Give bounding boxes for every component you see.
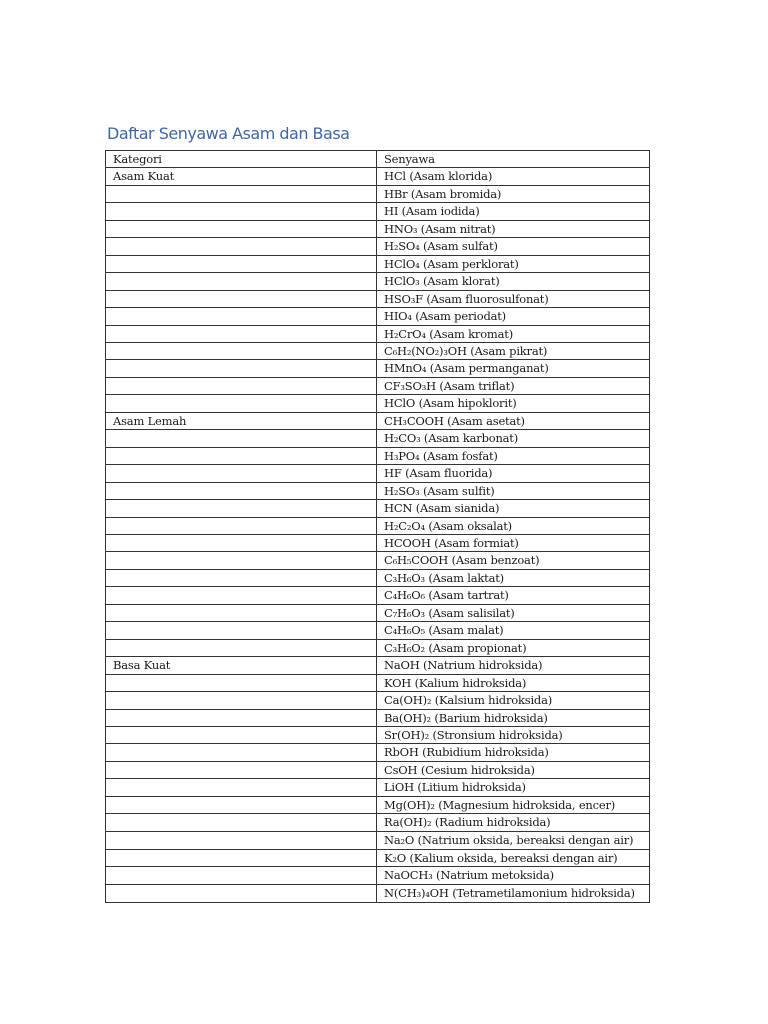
compound-cell: HClO₄ (Asam perklorat) xyxy=(377,255,650,272)
category-cell xyxy=(106,238,377,255)
compound-cell: Mg(OH)₂ (Magnesium hidroksida, encer) xyxy=(377,796,650,813)
category-cell xyxy=(106,255,377,272)
table-row xyxy=(106,779,650,796)
header-senyawa: Senyawa xyxy=(377,151,650,168)
table-row xyxy=(106,185,650,202)
category-cell xyxy=(106,342,377,359)
category-cell xyxy=(106,517,377,534)
category-cell xyxy=(106,604,377,621)
table-body xyxy=(106,168,650,902)
compound-cell: LiOH (Litium hidroksida) xyxy=(377,779,650,796)
compound-cell: HCOOH (Asam formiat) xyxy=(377,534,650,551)
category-cell xyxy=(106,325,377,342)
table-row xyxy=(106,465,650,482)
table-row xyxy=(106,255,650,272)
category-cell xyxy=(106,220,377,237)
table-row xyxy=(106,831,650,849)
category-cell xyxy=(106,430,377,447)
compound-cell: H₂CO₃ (Asam karbonat) xyxy=(377,430,650,447)
table-row xyxy=(106,744,650,761)
category-cell xyxy=(106,849,377,866)
compound-cell: HMnO₄ (Asam permanganat) xyxy=(377,360,650,377)
category-cell: Asam Lemah xyxy=(106,412,377,429)
table-row xyxy=(106,709,650,726)
compound-cell: NaOCH₃ (Natrium metoksida) xyxy=(377,867,650,884)
category-cell xyxy=(106,831,377,849)
category-cell xyxy=(106,796,377,813)
category-cell xyxy=(106,674,377,691)
category-cell xyxy=(106,814,377,831)
compound-cell: CsOH (Cesium hidroksida) xyxy=(377,761,650,778)
table-row xyxy=(106,726,650,743)
category-cell xyxy=(106,465,377,482)
compound-cell: H₂CrO₄ (Asam kromat) xyxy=(377,325,650,342)
table-row xyxy=(106,884,650,902)
category-cell xyxy=(106,360,377,377)
category-cell xyxy=(106,552,377,569)
table-row xyxy=(106,692,650,709)
category-cell xyxy=(106,203,377,220)
compound-cell: RbOH (Rubidium hidroksida) xyxy=(377,744,650,761)
table-row xyxy=(106,203,650,220)
compound-cell: H₃PO₄ (Asam fosfat) xyxy=(377,447,650,464)
compound-cell: C₃H₆O₃ (Asam laktat) xyxy=(377,569,650,586)
category-cell xyxy=(106,482,377,499)
compound-table xyxy=(105,150,650,903)
category-cell: Basa Kuat xyxy=(106,657,377,674)
compound-cell: HNO₃ (Asam nitrat) xyxy=(377,220,650,237)
table-row xyxy=(106,657,650,674)
compound-cell: HIO₄ (Asam periodat) xyxy=(377,308,650,325)
compound-cell: NaOH (Natrium hidroksida) xyxy=(377,657,650,674)
category-cell xyxy=(106,534,377,551)
compound-cell: Na₂O (Natrium oksida, bereaksi dengan air) xyxy=(377,831,650,849)
table-row xyxy=(106,849,650,866)
table-row xyxy=(106,168,650,185)
compound-cell: HSO₃F (Asam fluorosulfonat) xyxy=(377,290,650,307)
category-cell xyxy=(106,569,377,586)
compound-cell: C₇H₆O₃ (Asam salisilat) xyxy=(377,604,650,621)
compound-cell: HBr (Asam bromida) xyxy=(377,185,650,202)
table-row xyxy=(106,639,650,656)
table-row xyxy=(106,325,650,342)
compound-cell: H₂SO₄ (Asam sulfat) xyxy=(377,238,650,255)
category-cell: Asam Kuat xyxy=(106,168,377,185)
category-cell xyxy=(106,639,377,656)
table-row xyxy=(106,395,650,412)
table-row xyxy=(106,342,650,359)
compound-cell: Ba(OH)₂ (Barium hidroksida) xyxy=(377,709,650,726)
compound-cell: KOH (Kalium hidroksida) xyxy=(377,674,650,691)
table-row xyxy=(106,552,650,569)
compound-cell: CF₃SO₃H (Asam triflat) xyxy=(377,377,650,394)
category-cell xyxy=(106,395,377,412)
category-cell xyxy=(106,709,377,726)
category-cell xyxy=(106,290,377,307)
table-row xyxy=(106,412,650,429)
category-cell xyxy=(106,884,377,902)
table-row xyxy=(106,273,650,290)
table-row xyxy=(106,447,650,464)
category-cell xyxy=(106,779,377,796)
compound-cell: C₄H₆O₆ (Asam tartrat) xyxy=(377,587,650,604)
category-cell xyxy=(106,692,377,709)
category-cell xyxy=(106,867,377,884)
category-cell xyxy=(106,377,377,394)
compound-cell: HI (Asam iodida) xyxy=(377,203,650,220)
compound-cell: H₂C₂O₄ (Asam oksalat) xyxy=(377,517,650,534)
category-cell xyxy=(106,726,377,743)
category-cell xyxy=(106,587,377,604)
compound-cell: C₆H₂(NO₂)₃OH (Asam pikrat) xyxy=(377,342,650,359)
compound-cell: CH₃COOH (Asam asetat) xyxy=(377,412,650,429)
table-row xyxy=(106,430,650,447)
document-title: Daftar Senyawa Asam dan Basa xyxy=(107,124,350,143)
category-cell xyxy=(106,761,377,778)
compound-cell: C₆H₅COOH (Asam benzoat) xyxy=(377,552,650,569)
table-row xyxy=(106,377,650,394)
table-row xyxy=(106,360,650,377)
compound-cell: N(CH₃)₄OH (Tetrametilamonium hidroksida) xyxy=(377,884,650,902)
header-kategori: Kategori xyxy=(106,151,377,168)
category-cell xyxy=(106,447,377,464)
table-row xyxy=(106,534,650,551)
compound-cell: C₄H₆O₅ (Asam malat) xyxy=(377,622,650,639)
category-cell xyxy=(106,622,377,639)
category-cell xyxy=(106,185,377,202)
compound-cell: K₂O (Kalium oksida, bereaksi dengan air) xyxy=(377,849,650,866)
compound-cell: HCl (Asam klorida) xyxy=(377,168,650,185)
category-cell xyxy=(106,500,377,517)
category-cell xyxy=(106,308,377,325)
table-row xyxy=(106,500,650,517)
table-row xyxy=(106,517,650,534)
compound-cell: HCN (Asam sianida) xyxy=(377,500,650,517)
table-row xyxy=(106,290,650,307)
table-row xyxy=(106,674,650,691)
compound-cell: Ca(OH)₂ (Kalsium hidroksida) xyxy=(377,692,650,709)
compound-cell: HF (Asam fluorida) xyxy=(377,465,650,482)
compound-cell: HClO₃ (Asam klorat) xyxy=(377,273,650,290)
category-cell xyxy=(106,744,377,761)
table-row xyxy=(106,482,650,499)
compound-cell: HClO (Asam hipoklorit) xyxy=(377,395,650,412)
table-row xyxy=(106,308,650,325)
table-row xyxy=(106,587,650,604)
table-row xyxy=(106,867,650,884)
compound-cell: Sr(OH)₂ (Stronsium hidroksida) xyxy=(377,726,650,743)
table-row xyxy=(106,220,650,237)
compound-cell: H₂SO₃ (Asam sulfit) xyxy=(377,482,650,499)
category-cell xyxy=(106,273,377,290)
table-row xyxy=(106,814,650,831)
table-row xyxy=(106,604,650,621)
compound-cell: Ra(OH)₂ (Radium hidroksida) xyxy=(377,814,650,831)
table-row xyxy=(106,569,650,586)
table-row xyxy=(106,796,650,813)
compound-cell: C₃H₆O₂ (Asam propionat) xyxy=(377,639,650,656)
table-row xyxy=(106,622,650,639)
table-header-row xyxy=(106,151,650,168)
table-row xyxy=(106,238,650,255)
table-row xyxy=(106,761,650,778)
